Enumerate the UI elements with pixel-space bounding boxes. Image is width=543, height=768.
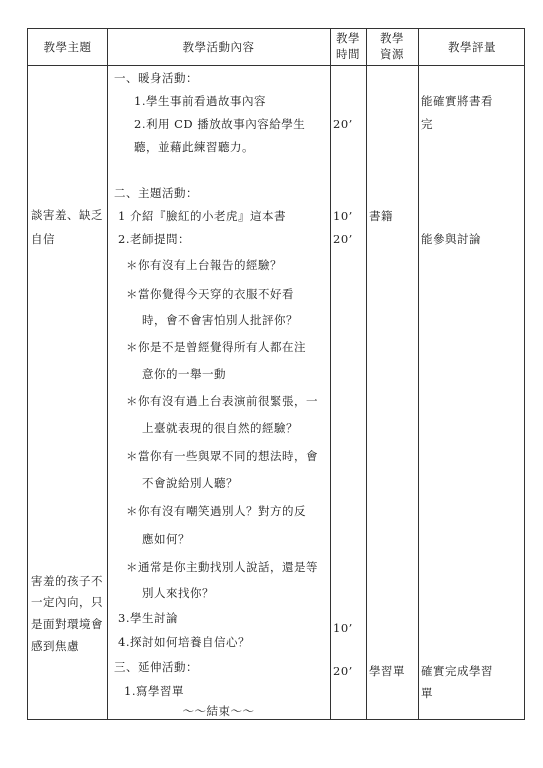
content-line: 1.學生事前看過故事內容	[134, 94, 266, 108]
content-line: 聽，並藉此練習聽力。	[134, 140, 254, 154]
column-divider	[107, 29, 108, 719]
section-title-warmup: 一、暖身活動：	[114, 71, 198, 85]
question-line: 不會說給別人聽？	[142, 476, 238, 490]
time-value: 20’	[333, 117, 353, 131]
question-line: ＊你是不是曾經覺得所有人都在注	[126, 340, 306, 354]
header-resource-line2: 資源	[380, 47, 404, 61]
theme-text: 害羞的孩子不	[31, 574, 103, 588]
column-divider	[330, 29, 331, 719]
content-line: 1 介紹『臉紅的小老虎』這本書	[118, 209, 286, 223]
theme-text: 一定內向，只	[31, 595, 103, 609]
header-content: 教學活動內容	[182, 40, 255, 54]
evaluation-text: 完	[421, 117, 433, 131]
theme-text: 談害羞、缺乏	[31, 208, 103, 222]
evaluation-text: 確實完成學習	[421, 664, 493, 678]
content-line: 1.寫學習單	[124, 684, 184, 698]
question-line: ＊你有沒有過上台表演前很緊張，一	[126, 394, 318, 408]
question-line: ＊當你覺得今天穿的衣服不好看	[126, 287, 294, 301]
theme-text: 是面對環境會	[31, 617, 103, 631]
question-line: 別人來找你？	[142, 586, 214, 600]
question-line: ＊你有沒有上台報告的經驗？	[126, 258, 282, 272]
question-line: ＊當你有一些與眾不同的想法時，會	[126, 449, 318, 463]
header-time-line1: 教學	[336, 31, 360, 45]
content-line: 4.探討如何培養自信心？	[118, 635, 250, 649]
question-line: ＊通常是你主動找別人說話，還是等	[126, 560, 318, 574]
question-line: 時，會不會害怕別人批評你？	[142, 313, 298, 327]
content-line: 3.學生討論	[118, 611, 178, 625]
time-value: 10’	[333, 209, 353, 223]
section-title-main: 二、主題活動：	[114, 186, 198, 200]
evaluation-text: 單	[421, 686, 433, 700]
time-value: 10’	[333, 621, 353, 635]
time-value: 20’	[333, 232, 353, 246]
question-line: ＊你有沒有嘲笑過別人？對方的反	[126, 504, 306, 518]
resource-value: 學習單	[369, 664, 405, 678]
header-evaluation: 教學評量	[448, 40, 496, 54]
content-line: 2.利用 CD 播放故事內容給學生	[134, 117, 306, 131]
column-divider	[366, 29, 367, 719]
header-divider	[28, 65, 524, 66]
column-divider	[418, 29, 419, 719]
lesson-plan-table	[27, 28, 525, 720]
theme-text: 感到焦慮	[31, 639, 79, 653]
time-value: 20’	[333, 664, 353, 678]
header-resource-line1: 教學	[380, 31, 404, 45]
evaluation-text: 能確實將書看	[421, 94, 493, 108]
section-title-extension: 三、延伸活動：	[114, 660, 198, 674]
evaluation-text: 能參與討論	[421, 232, 481, 246]
header-theme: 教學主題	[43, 40, 92, 54]
question-line: 上臺就表現的很自然的經驗？	[142, 421, 298, 435]
header-time-line2: 時間	[336, 47, 360, 61]
question-line: 應如何？	[142, 532, 190, 546]
resource-value: 書籍	[369, 209, 393, 223]
end-marker: ～～結束～～	[182, 704, 255, 718]
question-line: 意你的一舉一動	[142, 367, 226, 381]
theme-text: 自信	[31, 232, 55, 246]
content-line: 2.老師提問：	[118, 232, 190, 246]
